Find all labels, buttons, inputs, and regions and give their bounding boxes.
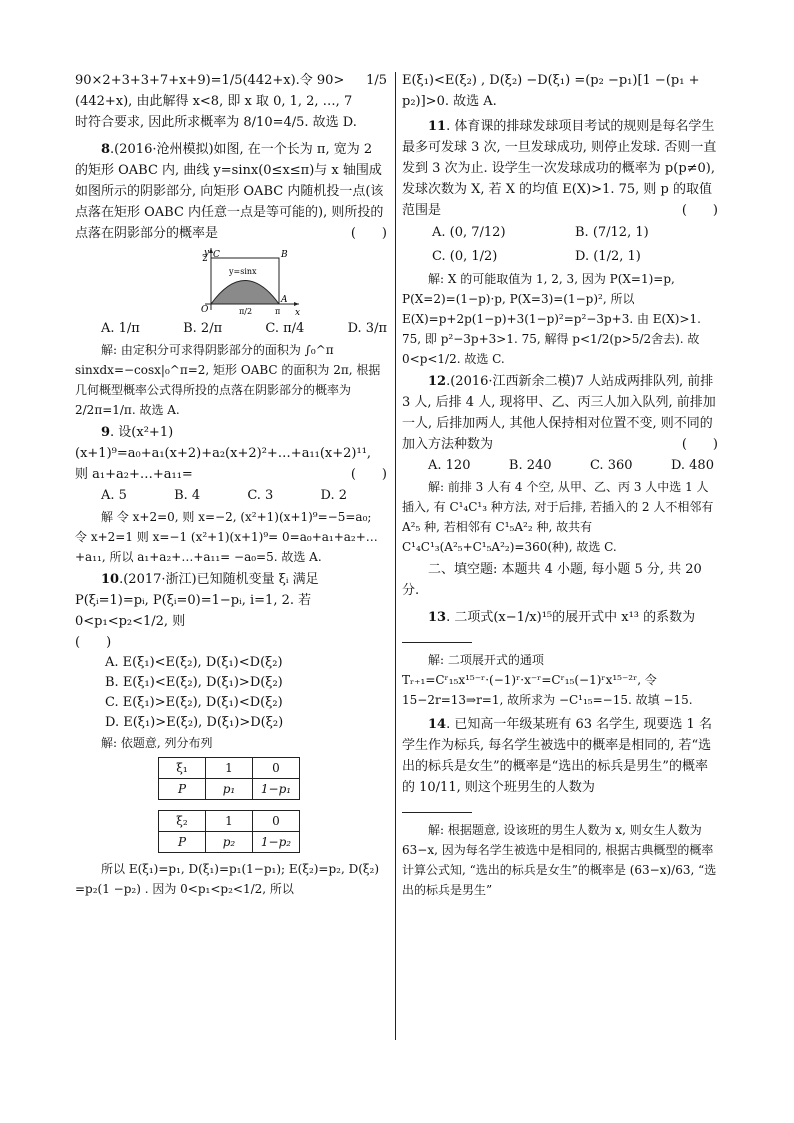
option-a: A. 120	[428, 458, 471, 473]
question-number: 10	[101, 572, 120, 587]
question-text: . 已知高一年级某班有 63 名学生, 现要选 1 名学生作为标兵, 每名学生被选中的概率是相同的, 若“选出的标兵是女生”的概率是“选出的标兵是男生”的概率的 10/11, 则这个班男生的人数为	[402, 717, 712, 795]
option-d: D. 3/π	[347, 321, 387, 336]
fill-blank	[402, 798, 472, 813]
question-text: .(2016·江西新余二模)7 人站成两排队列, 前排 3 人, 后排 4 人, 现将甲、乙、丙三人加入队列, 前排加一人, 后排加两人, 其他人保持相对位置不变, 则不同的加入方法种数为	[402, 374, 716, 452]
table-cell: 1−p₁	[253, 779, 300, 800]
question-8	[75, 139, 387, 244]
distribution-table-1	[158, 757, 300, 800]
table-cell: ξ₂	[159, 811, 206, 832]
graph-label-two: 2	[202, 254, 208, 264]
answer-blank-13	[402, 628, 718, 650]
question-14-solution: 解: 根据题意, 设该班的男生人数为 x, 则女生人数为 63−x, 因为每名学生被选中是相同的, 根据古典概型的概率计算公式知, “选出的标兵是女生”的概率是 (63−x)/63, “选出的标兵是男生”	[402, 823, 717, 897]
option-d: D. (1/2, 1)	[575, 249, 641, 264]
answer-paren: ( )	[350, 467, 387, 482]
table-cell: P	[159, 832, 206, 853]
table-cell: 0	[253, 811, 300, 832]
option-c: C. (0, 1/2)	[432, 249, 498, 264]
option-c: C. 3	[247, 488, 274, 503]
option-a: A. (0, 7/12)	[432, 225, 506, 240]
question-text: . 设(x²+1)(x+1)⁹=a₀+a₁(x+2)+a₂(x+2)²+…+a₁₁(x+2)¹¹, 则 a₁+a₂+…+a₁₁=	[75, 425, 372, 482]
table-cell: P	[159, 779, 206, 800]
option-b: B. E(ξ₁)<E(ξ₂), D(ξ₁)>D(ξ₂)	[105, 675, 283, 690]
question-13	[402, 607, 718, 628]
question-11	[402, 116, 718, 221]
graph-curve-label: y=sinx	[229, 267, 257, 276]
question-9-solution: 解 令 x+2=0, 则 x=−2, (x²+1)(x+1)⁹=−5=a₀; 令 x+2=1 则 x=−1 (x²+1)(x+1)⁹= 0=a₀+a₁+a₂+…+a₁₁, 所以 a₁+a₂+…+a₁₁= −a₀=5. 故选 A.	[75, 510, 378, 564]
question-text: . 二项式(x−1/x)¹⁵的展开式中 x¹³ 的系数为	[446, 610, 696, 625]
question-10-solution-intro: 解: 依题意, 列分布列	[101, 736, 213, 750]
sine-region-figure	[195, 246, 305, 316]
solution-text: 90×2+3+3+7+x+9)=1/5(442+x).令 90>	[75, 73, 345, 88]
question-8-solution: 解: 由定积分可求得阴影部分的面积为 ∫₀^π sinxdx=−cosx|₀^π=2, 矩形 OABC 的面积为 2π, 根据几何概型概率公式得所投的点落在阴影部分的概率为 2/2π=1/π. 故选 A.	[75, 343, 381, 417]
question-text: .(2017·浙江)已知随机变量 ξᵢ 满足 P(ξᵢ=1)=pᵢ, P(ξᵢ=0)=1−pᵢ, i=1, 2. 若 0<p₁<p₂<1/2, 则	[75, 572, 319, 629]
table-cell: ξ₁	[159, 758, 206, 779]
question-number: 8	[101, 142, 111, 157]
question-11-options-row2	[402, 245, 718, 269]
question-number: 14	[428, 717, 447, 732]
graph-label-x: x	[295, 308, 301, 316]
question-10	[75, 569, 387, 632]
option-d: D. 2	[320, 488, 347, 503]
graph-label-half-pi: π/2	[239, 307, 253, 316]
answer-paren: ( )	[350, 226, 387, 241]
question-11-options-row1	[402, 221, 718, 245]
solution-prev-line-3: 时符合要求, 因此所求概率为 8/10=4/5. 故选 D.	[75, 115, 357, 130]
option-b: B. (7/12, 1)	[575, 225, 649, 240]
graph-label-pi: π	[275, 307, 281, 316]
question-8-options	[75, 318, 387, 340]
question-11-solution: 解: X 的可能取值为 1, 2, 3, 因为 P(X=1)=p, P(X=2)=(1−p)·p, P(X=3)=(1−p)², 所以 E(X)=p+2p(1−p)+3(1−p)²=p²−3p+3. 由 E(X)>1. 75, 即 p²−3p+3>1. 75, 解得 p<1/2(p>5/2舍去). 故 0<p<1/2. 故选 C.	[402, 272, 701, 366]
table-cell: 1	[206, 758, 253, 779]
answer-paren: ( )	[681, 203, 718, 218]
question-12-solution: 解: 前排 3 人有 4 个空, 从甲、乙、丙 3 人中选 1 人插入, 有 C¹₄C¹₃ 种方法, 对于后排, 若插入的 2 人不相邻有 A²₅ 种, 若相邻有 C¹₅A²₂ 种, 故共有 C¹₄C¹₃(A²₅+C¹₅A²₂)=360(种), 故选 C.	[402, 480, 714, 554]
fill-blank	[402, 628, 472, 643]
option-a: A. E(ξ₁)<E(ξ₂), D(ξ₁)<D(ξ₂)	[105, 655, 283, 670]
table-cell: p₂	[206, 832, 253, 853]
answer-paren: ( )	[75, 635, 112, 650]
question-number: 13	[428, 610, 447, 625]
question-number: 11	[428, 119, 447, 134]
graph-label-a: A	[281, 295, 288, 305]
table-cell: 1	[206, 811, 253, 832]
graph-label-c: C	[213, 250, 220, 260]
table-cell: 0	[253, 758, 300, 779]
answer-paren: ( )	[681, 437, 718, 452]
section-2-heading: 二、填空题: 本题共 4 小题, 每小题 5 分, 共 20 分.	[402, 562, 702, 598]
question-text: . 体育课的排球发球项目考试的规则是每名学生最多可发球 3 次, 一旦发球成功, 则停止发球. 否则一直发到 3 次为止. 设学生一次发球成功的概率为 p(p≠0), 发球次数为 X, 若 X 的均值 E(X)>1. 75, 则 p 的取值范围是	[402, 119, 717, 218]
question-10-solution: 所以 E(ξ₁)=p₁, D(ξ₁)=p₁(1−p₁); E(ξ₂)=p₂, D(ξ₂) =p₂(1 −p₂) . 因为 0<p₁<p₂<1/2, 所以	[75, 862, 380, 896]
question-14	[402, 714, 718, 798]
question-13-solution: 解: 二项展开式的通项 Tᵣ₊₁=Cʳ₁₅x¹⁵⁻ʳ·(−1)ʳ·x⁻ʳ=Cʳ₁₅(−1)ʳx¹⁵⁻²ʳ, 令 15−2r=13⇒r=1, 故所求为 −C¹₁₅=−15. 故填 −15.	[402, 653, 693, 707]
option-a: A. 5	[101, 488, 127, 503]
option-a: A. 1/π	[101, 321, 140, 336]
solution-prev-line-2: (442+x), 由此解得 x<8, 即 x 取 0, 1, 2, …, 7	[75, 94, 353, 109]
distribution-table-2	[158, 810, 300, 853]
column-divider	[395, 72, 396, 1040]
question-9-options	[75, 485, 387, 507]
left-column	[75, 70, 387, 899]
solution-text: 1/5	[366, 73, 387, 88]
option-b: B. 2/π	[183, 321, 223, 336]
solution-prev-line-1	[75, 70, 387, 91]
option-d: D. 480	[670, 458, 714, 473]
question-9	[75, 422, 387, 485]
graph-label-b: B	[281, 250, 288, 260]
table-cell: 1−p₂	[253, 832, 300, 853]
option-b: B. 4	[174, 488, 201, 503]
option-b: B. 240	[508, 458, 552, 473]
question-number: 9	[101, 425, 111, 440]
question-12-options	[402, 455, 718, 477]
option-d: D. E(ξ₁)>E(ξ₂), D(ξ₁)>D(ξ₂)	[105, 715, 284, 730]
question-12	[402, 371, 718, 455]
option-c: C. 360	[589, 458, 633, 473]
table-cell: p₁	[206, 779, 253, 800]
question-10-solution-end: E(ξ₁)<E(ξ₂) , D(ξ₂) −D(ξ₁) =(p₂ −p₁)[1 −(p₁ + p₂)]>0. 故选 A.	[402, 73, 700, 109]
option-c: C. π/4	[265, 321, 305, 336]
right-column	[402, 70, 718, 900]
answer-blank-14	[402, 798, 718, 820]
question-number: 12	[428, 374, 447, 389]
graph-label-y: y	[204, 248, 210, 258]
option-c: C. E(ξ₁)>E(ξ₂), D(ξ₁)<D(ξ₂)	[105, 695, 283, 710]
graph-label-o: O	[201, 305, 209, 315]
question-text: .(2016·沧州模拟)如图, 在一个长为 π, 宽为 2 的矩形 OABC 内, 曲线 y=sinx(0≤x≤π)与 x 轴围成如图所示的阴影部分, 向矩形 OABC 内随机投一点(该点落在矩形 OABC 内任意一点是等可能的), 则所投的点落在阴影部分的概率是	[75, 142, 384, 241]
